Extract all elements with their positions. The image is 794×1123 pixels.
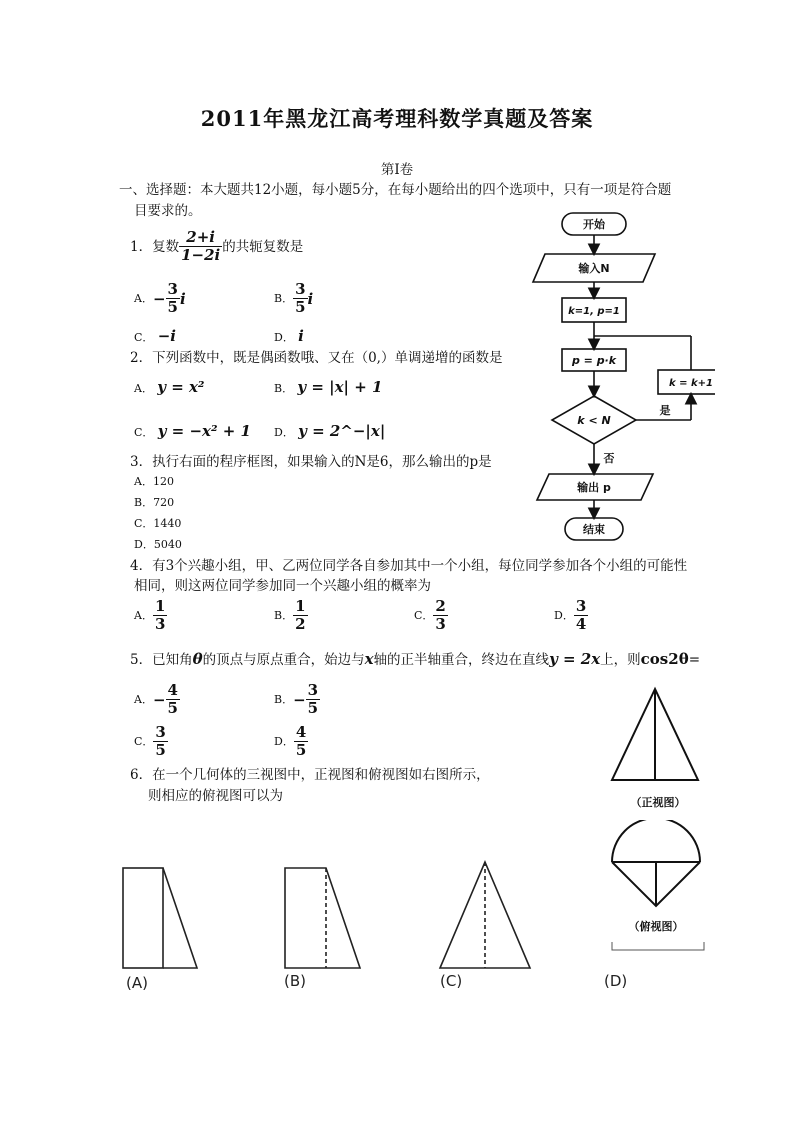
q1-a-label: A． bbox=[134, 291, 153, 305]
q4-option-c bbox=[414, 598, 448, 633]
q5-cos: cos2θ bbox=[640, 650, 689, 668]
q5-text-1: 5．已知角 bbox=[130, 652, 193, 668]
q4-c-fraction bbox=[433, 598, 447, 633]
front-view-caption: （正视图） bbox=[630, 796, 686, 809]
q5-option-d bbox=[274, 724, 308, 759]
q1-d-value: i bbox=[298, 327, 304, 345]
q1-b-label: B． bbox=[274, 291, 294, 305]
q5-text-3: 轴的正半轴重合，终边在直线 bbox=[373, 652, 550, 668]
q2-option-a bbox=[134, 378, 205, 398]
q5-a-num: 4 bbox=[167, 681, 178, 699]
q4-c-label: C． bbox=[414, 608, 434, 622]
q2-a-value: y = x² bbox=[157, 378, 205, 396]
q5-d-num: 4 bbox=[295, 723, 307, 741]
q5-text-4: 上，则 bbox=[600, 652, 641, 668]
q5-line-eq: y = 2x bbox=[549, 650, 601, 668]
q1-denominator: 1−2i bbox=[181, 246, 221, 264]
output-label: 输出 p bbox=[577, 481, 611, 494]
q2-b-label: B． bbox=[274, 382, 294, 395]
q1-b-fraction bbox=[293, 281, 307, 316]
q3-option-c: C．1440 bbox=[134, 517, 182, 530]
minus-sign: − bbox=[152, 289, 166, 308]
question-4-line2: 相同，则这两位同学参加同一个兴趣小组的概率为 bbox=[134, 578, 431, 594]
q2-a-label: A． bbox=[134, 382, 153, 395]
q5-text-5: = bbox=[688, 652, 701, 668]
q1-numerator: 2+i bbox=[179, 229, 222, 247]
no-label: 否 bbox=[603, 452, 615, 465]
q3-option-a: A．120 bbox=[134, 475, 174, 488]
question-6-line1: 6．在一个几何体的三视图中，正视图和俯视图如右图所示， bbox=[130, 767, 490, 783]
option-d-label: (D) bbox=[604, 972, 628, 990]
q1-prefix: 1．复数 bbox=[130, 238, 180, 255]
question-6-line2: 则相应的俯视图可以为 bbox=[148, 788, 283, 804]
q4-d-num: 3 bbox=[575, 597, 587, 615]
q1-a-den: 5 bbox=[167, 298, 178, 316]
question-3: 3．执行右面的程序框图，如果输入的N是6，那么输出的p是 bbox=[130, 454, 492, 470]
section-heading-line1: 一、选择题：本大题共12小题，每小题5分，在每小题给出的四个选项中，只有一项是符合题 bbox=[119, 182, 672, 198]
q5-b-fraction bbox=[306, 682, 320, 717]
q2-option-c bbox=[134, 422, 251, 442]
q4-option-b bbox=[274, 598, 308, 633]
q4-d-label: D． bbox=[554, 608, 574, 622]
q4-b-den: 2 bbox=[295, 615, 306, 633]
q1-c-label: C． bbox=[134, 331, 154, 344]
q1-option-c bbox=[134, 327, 176, 347]
q1-a-i: i bbox=[179, 289, 186, 308]
question-1 bbox=[130, 229, 303, 264]
q1-c-value: −i bbox=[157, 327, 176, 345]
section-heading-line2: 目要求的。 bbox=[134, 203, 202, 219]
q5-text-2: 的顶点与原点重合，始边与 bbox=[202, 652, 365, 668]
q1-option-a bbox=[134, 281, 186, 316]
q5-option-b bbox=[274, 682, 320, 717]
input-label: 输入N bbox=[578, 262, 610, 275]
q4-b-label: B． bbox=[274, 608, 294, 622]
page-title: 2011年黑龙江高考理科数学真题及答案 bbox=[200, 106, 594, 131]
option-c-figure bbox=[440, 862, 530, 968]
q4-option-d bbox=[554, 598, 588, 633]
option-a-figure bbox=[123, 868, 197, 968]
q4-a-label: A． bbox=[134, 608, 153, 622]
q4-c-den: 3 bbox=[435, 615, 446, 633]
q5-x: x bbox=[364, 650, 374, 668]
question-5 bbox=[130, 650, 700, 669]
init-label: k=1, p=1 bbox=[568, 306, 620, 317]
q5-a-fraction bbox=[166, 682, 180, 717]
q4-a-den: 3 bbox=[154, 615, 166, 633]
q5-a-den: 5 bbox=[167, 699, 178, 717]
q4-b-num: 1 bbox=[295, 597, 306, 615]
q2-b-value: y = |x| + 1 bbox=[297, 378, 383, 396]
start-label: 开始 bbox=[583, 218, 605, 231]
q5-b-num: 3 bbox=[307, 681, 319, 699]
q3-option-b: B．720 bbox=[134, 496, 175, 509]
q5-c-num: 3 bbox=[155, 723, 166, 741]
q4-option-a bbox=[134, 598, 167, 633]
q5-option-a bbox=[134, 682, 180, 717]
condition-label: k < N bbox=[577, 414, 611, 427]
q5-c-fraction bbox=[153, 724, 167, 759]
q2-option-b bbox=[274, 378, 382, 398]
q1-a-num: 3 bbox=[167, 280, 178, 298]
option-b-figure bbox=[285, 868, 360, 968]
option-c-label: (C) bbox=[440, 972, 463, 990]
q5-d-den: 5 bbox=[295, 741, 307, 759]
q5-c-den: 5 bbox=[155, 741, 166, 759]
update-p-label: p = p·k bbox=[571, 354, 617, 367]
question-4-line1: 4．有3个兴趣小组，甲、乙两位同学各自参加其中一个小组，每位同学参加各个小组的可能性 bbox=[130, 558, 688, 574]
option-a-label: (A) bbox=[126, 974, 148, 992]
top-view-arc bbox=[612, 820, 700, 862]
yes-label: 是 bbox=[659, 404, 671, 417]
q5-b-label: B． bbox=[274, 692, 294, 706]
q4-c-num: 2 bbox=[435, 597, 446, 615]
q5-theta: θ bbox=[192, 650, 203, 668]
q5-d-label: D． bbox=[274, 734, 294, 748]
minus-sign: − bbox=[152, 690, 166, 709]
q2-option-d bbox=[274, 422, 385, 442]
q5-d-fraction bbox=[294, 724, 308, 759]
q5-c-label: C． bbox=[134, 734, 154, 748]
q1-d-label: D． bbox=[274, 331, 294, 344]
program-flowchart bbox=[525, 205, 715, 550]
q2-c-label: C． bbox=[134, 426, 154, 439]
q3-option-d: D．5040 bbox=[134, 538, 182, 551]
q4-d-den: 4 bbox=[575, 615, 587, 633]
q1-a-fraction bbox=[166, 281, 180, 316]
q6-options-figures bbox=[112, 858, 712, 998]
option-b-label: (B) bbox=[284, 972, 306, 990]
q1-fraction bbox=[179, 229, 222, 264]
q5-a-label: A． bbox=[134, 692, 153, 706]
question-2: 2．下列函数中，既是偶函数哦、又在（0,）单调递增的函数是 bbox=[130, 350, 503, 366]
end-label: 结束 bbox=[583, 523, 605, 536]
front-view-figure bbox=[600, 685, 710, 815]
q2-c-value: y = −x² + 1 bbox=[157, 422, 251, 440]
q4-a-num: 1 bbox=[154, 597, 166, 615]
q4-a-fraction bbox=[153, 598, 167, 633]
q5-option-c bbox=[134, 724, 168, 759]
volume-heading: 第Ⅰ卷 bbox=[380, 162, 414, 178]
q5-b-den: 5 bbox=[307, 699, 319, 717]
minus-sign: − bbox=[293, 690, 306, 709]
q1-option-b bbox=[274, 281, 313, 316]
q4-d-fraction bbox=[574, 598, 588, 633]
q1-option-d bbox=[274, 327, 304, 347]
q1-suffix: 的共轭复数是 bbox=[222, 238, 304, 255]
q1-b-i: i bbox=[307, 289, 314, 308]
q2-d-value: y = 2^−|x| bbox=[298, 422, 386, 440]
q1-b-num: 3 bbox=[295, 280, 306, 298]
q4-b-fraction bbox=[293, 598, 307, 633]
q2-d-label: D． bbox=[274, 426, 294, 439]
q1-b-den: 5 bbox=[295, 298, 306, 316]
increment-label: k = k+1 bbox=[669, 378, 713, 389]
top-view-caption: （俯视图） bbox=[628, 920, 684, 933]
